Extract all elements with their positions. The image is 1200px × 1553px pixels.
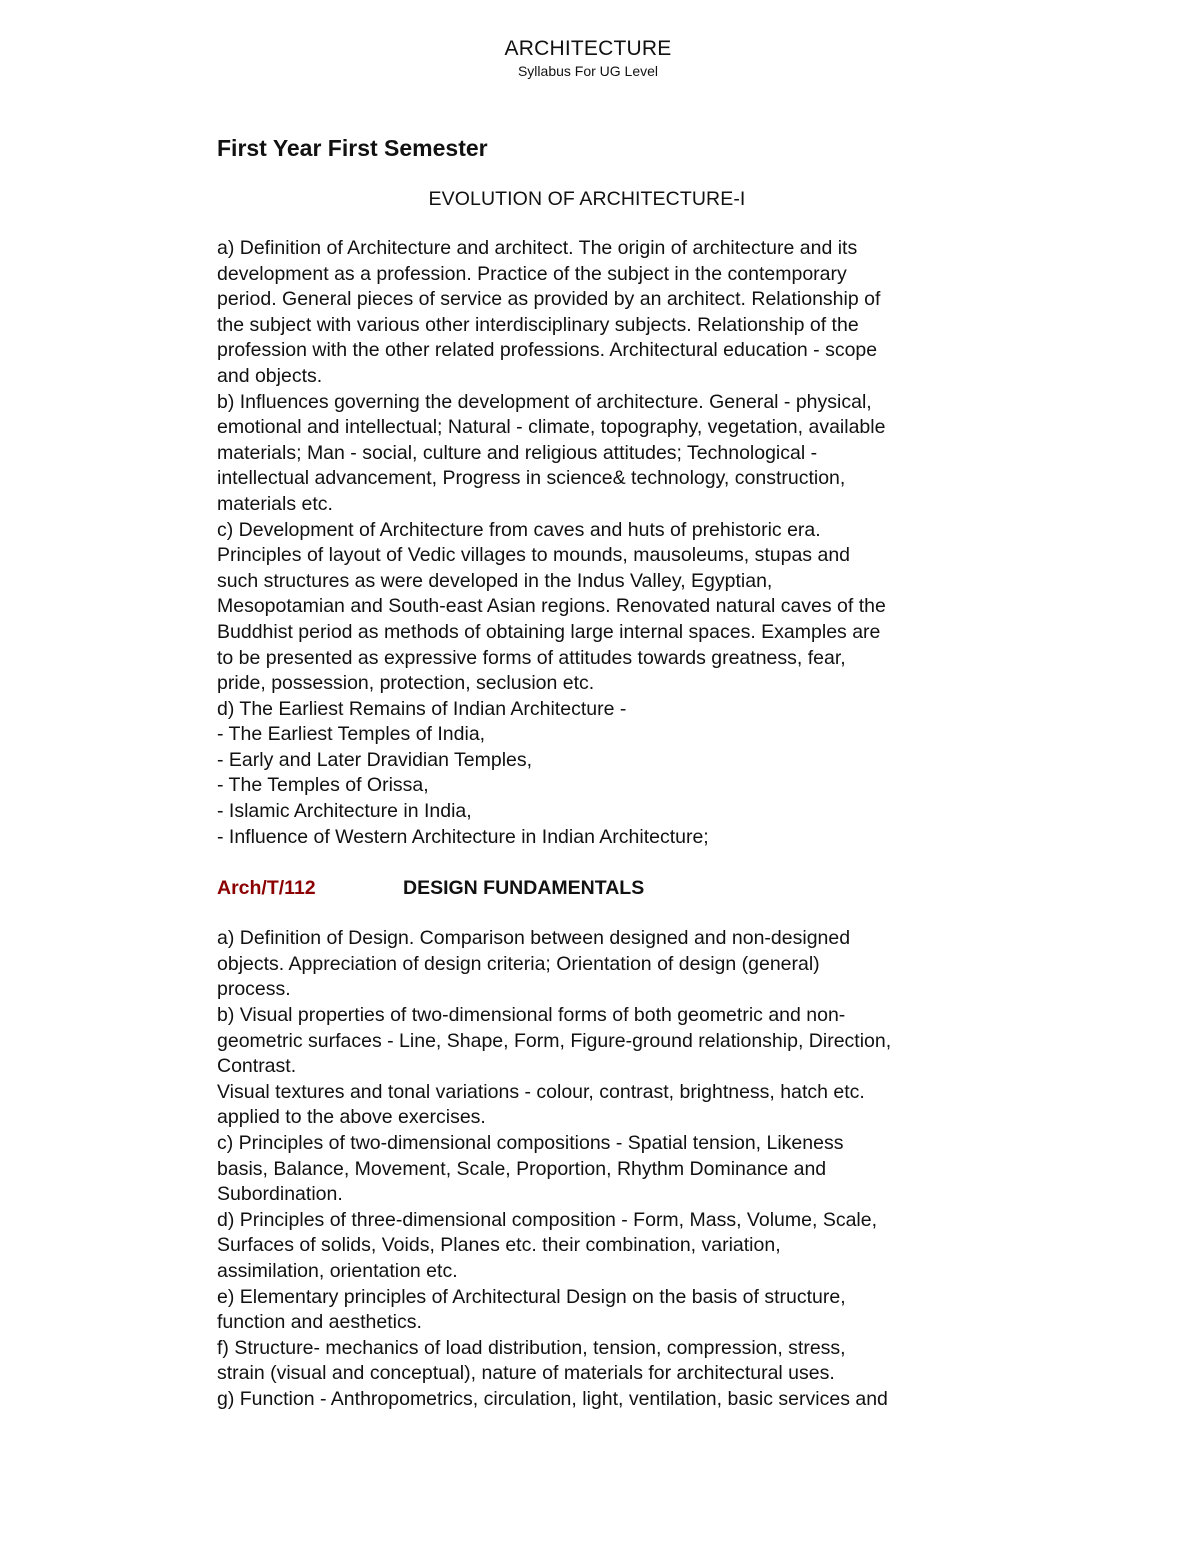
- text-line: pride, possession, protection, seclusion etc.: [217, 672, 595, 695]
- text-line: Principles of layout of Vedic villages to mounds, mausoleums, stupas and: [217, 544, 851, 567]
- text-line: Visual textures and tonal variations - colour, contrast, brightness, hatch etc.: [217, 1080, 865, 1103]
- text-line: development as a profession. Practice of the subject in the contemporary: [217, 262, 847, 285]
- text-line: c) Principles of two-dimensional compositions - Spatial tension, Likeness: [217, 1132, 844, 1154]
- text-line: function and aesthetics.: [217, 1311, 422, 1334]
- text-line: - Islamic Architecture in India,: [217, 800, 472, 823]
- text-line: materials etc.: [217, 492, 333, 515]
- text-line: to be presented as expressive forms of attitudes towards greatness, fear,: [217, 646, 846, 669]
- text-line: Surfaces of solids, Voids, Planes etc. their combination, variation,: [217, 1234, 781, 1257]
- course-heading-design: [217, 876, 997, 901]
- text-line: the subject with various other interdisciplinary subjects. Relationship of the: [217, 313, 859, 336]
- text-line: assimilation, orientation etc.: [217, 1259, 458, 1282]
- text-line: b) Visual properties of two-dimensional forms of both geometric and non-: [217, 1004, 846, 1027]
- document-title: ARCHITECTURE: [504, 37, 672, 60]
- text-line: process.: [217, 978, 291, 1001]
- course-title-evolution: EVOLUTION OF ARCHITECTURE-I: [428, 188, 746, 210]
- text-line: - The Temples of Orissa,: [217, 774, 429, 797]
- semester-heading: First Year First Semester: [217, 135, 488, 161]
- text-line: c) Development of Architecture from caves and huts of prehistoric era.: [217, 518, 821, 541]
- text-line: basis, Balance, Movement, Scale, Proportion, Rhythm Dominance and: [217, 1157, 827, 1180]
- text-line: and objects.: [217, 364, 323, 387]
- course-design-text: [217, 926, 997, 1412]
- document-header: [0, 36, 1176, 80]
- document-body: [217, 133, 997, 1413]
- text-line: a) Definition of Design. Comparison between designed and non-designed: [217, 927, 851, 950]
- text-line: Subordination.: [217, 1183, 343, 1206]
- text-line: geometric surfaces - Line, Shape, Form, Figure-ground relationship, Direction,: [217, 1029, 892, 1052]
- document-subtitle: Syllabus For UG Level: [517, 63, 659, 79]
- text-line: f) Structure- mechanics of load distribution, tension, compression, stress,: [217, 1336, 846, 1359]
- course-title-design: DESIGN FUNDAMENTALS: [403, 877, 645, 900]
- text-line: g) Function - Anthropometrics, circulation, light, ventilation, basic services and: [217, 1387, 888, 1410]
- text-line: intellectual advancement, Progress in science& technology, construction,: [217, 467, 846, 490]
- text-line: - Early and Later Dravidian Temples,: [217, 748, 533, 771]
- text-line: period. General pieces of service as provided by an architect. Relationship of: [217, 288, 881, 311]
- text-line: Contrast.: [217, 1055, 297, 1078]
- text-line: d) Principles of three-dimensional composition - Form, Mass, Volume, Scale,: [217, 1208, 878, 1231]
- text-line: strain (visual and conceptual), nature of materials for architectural uses.: [217, 1362, 835, 1385]
- text-line: - The Earliest Temples of India,: [217, 723, 486, 746]
- text-line: Mesopotamian and South-east Asian regions. Renovated natural caves of the: [217, 595, 886, 618]
- text-line: e) Elementary principles of Architectural Design on the basis of structure,: [217, 1285, 846, 1308]
- text-line: materials; Man - social, culture and religious attitudes; Technological -: [217, 441, 818, 464]
- course-evolution-text: [217, 236, 997, 850]
- course-code: Arch/T/112: [217, 877, 316, 900]
- text-line: d) The Earliest Remains of Indian Architecture -: [217, 697, 627, 720]
- text-line: emotional and intellectual; Natural - climate, topography, vegetation, available: [217, 416, 886, 439]
- text-line: objects. Appreciation of design criteria; Orientation of design (general): [217, 952, 820, 975]
- text-line: - Influence of Western Architecture in Indian Architecture;: [217, 825, 709, 848]
- text-line: such structures as were developed in the Indus Valley, Egyptian,: [217, 569, 773, 592]
- text-line: applied to the above exercises.: [217, 1106, 486, 1129]
- text-line: b) Influences governing the development of architecture. General - physical,: [217, 390, 872, 413]
- text-line: Buddhist period as methods of obtaining large internal spaces. Examples are: [217, 620, 881, 643]
- text-line: a) Definition of Architecture and architect. The origin of architecture and its: [217, 237, 858, 259]
- text-line: profession with the other related professions. Architectural education - scope: [217, 339, 878, 362]
